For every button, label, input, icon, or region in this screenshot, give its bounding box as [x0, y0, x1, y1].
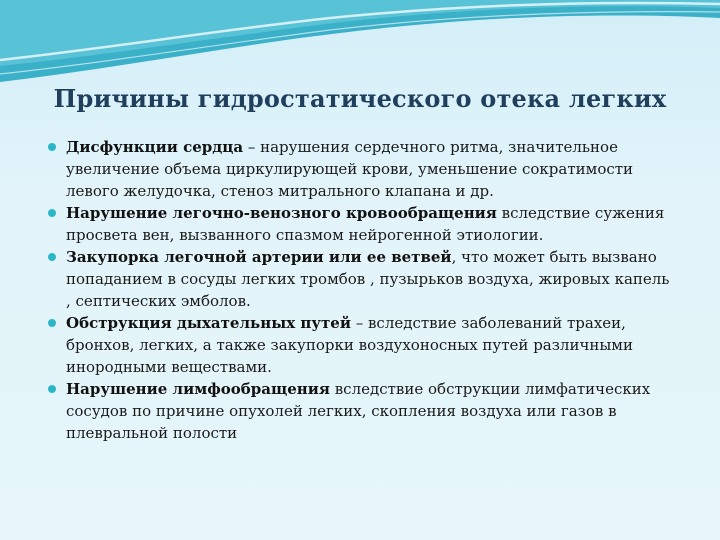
bullet-text: – нарушения сердечного ритма, значительное увеличение объема циркулирующей крови, уменьшение сократимости левого желудочка, стеноз митрального клапана и др. [66, 138, 634, 200]
decorative-wave-header [0, 0, 720, 90]
bullet-heading: Обструкция дыхательных путей [66, 314, 351, 332]
bullet-icon [48, 385, 56, 393]
bullet-list [46, 136, 678, 444]
bullet-text: вследствие обструкции лимфатических сосудов по причине опухолей легких, скопления воздуха или газов в плевральной полости [66, 380, 651, 442]
bullet-heading: Дисфункции сердца [66, 138, 244, 156]
bullet-heading: Нарушение легочно-венозного кровообращения [66, 204, 497, 222]
bullet-item [46, 312, 678, 378]
bullet-icon [48, 209, 56, 217]
bullet-heading: Закупорка легочной артерии или ее ветвей [66, 248, 452, 266]
bullet-heading: Нарушение лимфообращения [66, 380, 330, 398]
bullet-text: – вследствие заболеваний трахеи, бронхов, легких, а также закупорки воздухоносных путей различными инородными веществами. [66, 314, 633, 376]
bullet-icon [48, 253, 56, 261]
bullet-text: , что может быть вызвано попаданием в сосуды легких тромбов , пузырьков воздуха, жировых капель , септических эмболов. [66, 248, 670, 310]
bullet-item [46, 378, 678, 444]
bullet-icon [48, 143, 56, 151]
bullet-item [46, 246, 678, 312]
bullet-item [46, 136, 678, 202]
bullet-icon [48, 319, 56, 327]
bullet-text: вследствие сужения просвета вен, вызванного спазмом нейрогенной этиологии. [66, 204, 665, 244]
bullet-item [46, 202, 678, 246]
slide-title: Причины гидростатического отека легких [53, 84, 667, 113]
